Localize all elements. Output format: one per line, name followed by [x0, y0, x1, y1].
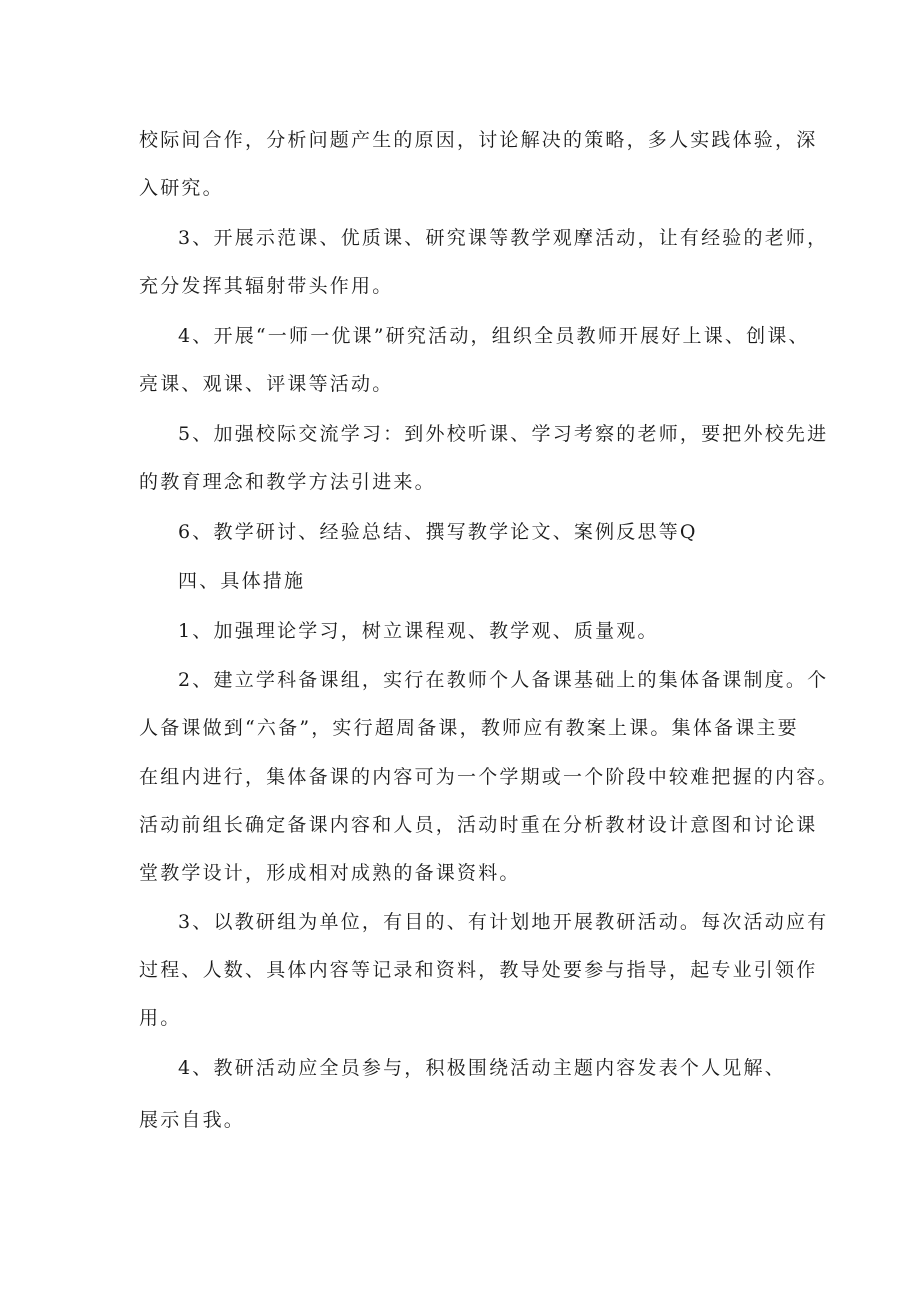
text-line: 校际间合作，分析问题产生的原因，讨论解决的策略，多人实践体验，深: [139, 129, 818, 151]
text-line: 在组内进行，集体备课的内容可为一个学期或一个阶段中较难把握的内容。: [139, 766, 839, 788]
paragraph-start-5: 5、加强校际交流学习：到外校听课、学习考察的老师，要把外校先进: [178, 423, 829, 445]
text-line: 亮课、观课、评课等活动。: [139, 373, 394, 395]
text-line: 展示自我。: [139, 1109, 246, 1131]
text-line: 充分发挥其辐射带头作用。: [139, 275, 394, 297]
paragraph-start-4: 4、开展“一师一优课”研究活动，组织全员教师开展好上课、创课、: [178, 325, 810, 347]
text-line: 用。: [139, 1007, 182, 1029]
measure-3: 3、以教研组为单位，有目的、有计划地开展教研活动。每次活动应有: [178, 911, 829, 933]
text-line: 入研究。: [139, 177, 224, 199]
text-line: 人备课做到“六备”，实行超周备课，教师应有教案上课。集体备课主要: [139, 717, 799, 739]
paragraph-start-6: 6、教学研讨、经验总结、撰写教学论文、案例反思等Q: [178, 521, 698, 543]
measure-1: 1、加强理论学习，树立课程观、教学观、质量观。: [178, 620, 659, 642]
measure-2: 2、建立学科备课组，实行在教师个人备课基础上的集体备课制度。个: [178, 669, 829, 691]
paragraph-start-3: 3、开展示范课、优质课、研究课等教学观摩活动，让有经验的老师，: [178, 227, 829, 249]
text-line: 的教育理念和教学方法引进来。: [139, 471, 436, 493]
text-line: 堂教学设计，形成相对成熟的备课资料。: [139, 862, 521, 884]
measure-4: 4、教研活动应全员参与，积极围绕活动主题内容发表个人见解、: [178, 1057, 786, 1079]
text-line: 过程、人数、具体内容等记录和资料，教导处要参与指导，起专业引领作: [139, 959, 818, 981]
text-line: 活动前组长确定备课内容和人员，活动时重在分析教材设计意图和讨论课: [139, 814, 818, 836]
section-heading: 四、具体措施: [178, 570, 306, 592]
